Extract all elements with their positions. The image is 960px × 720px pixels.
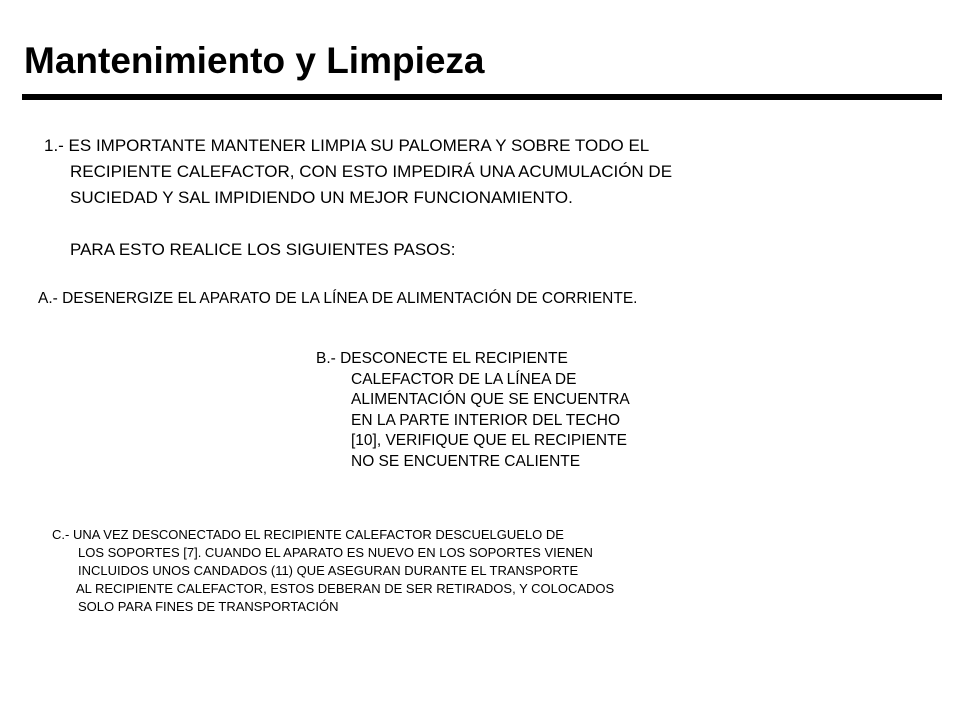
step-b-line-4: EN LA PARTE INTERIOR DEL TECHO <box>351 411 621 429</box>
intro-line-3: SUCIEDAD Y SAL IMPIDIENDO UN MEJOR FUNCIONAMIENTO. <box>70 188 573 207</box>
intro-paragraph <box>44 133 672 263</box>
step-b-line-2: CALEFACTOR DE LA LÍNEA DE <box>351 370 577 388</box>
page-title: Mantenimiento y Limpieza <box>24 40 485 81</box>
step-c-line-2: LOS SOPORTES [7]. CUANDO EL APARATO ES NUEVO EN LOS SOPORTES VIENEN <box>78 545 593 560</box>
step-c-line-4: AL RECIPIENTE CALEFACTOR, ESTOS DEBERAN DE SER RETIRADOS, Y COLOCADOS <box>76 581 615 596</box>
step-b-line-6: NO SE ENCUENTRE CALIENTE <box>351 452 581 470</box>
step-b-line-1: B.- DESCONECTE EL RECIPIENTE <box>316 350 568 367</box>
step-c-line-3: INCLUIDOS UNOS CANDADOS (11) QUE ASEGURAN DURANTE EL TRANSPORTE <box>78 563 579 578</box>
step-b-line-3: ALIMENTACIÓN QUE SE ENCUENTRA <box>351 391 630 408</box>
intro-line-1: 1.- ES IMPORTANTE MANTENER LIMPIA SU PALOMERA Y SOBRE TODO EL <box>44 136 650 155</box>
step-c <box>52 526 614 616</box>
step-b-line-5: [10], VERIFIQUE QUE EL RECIPIENTE <box>351 432 627 449</box>
intro-line-2: RECIPIENTE CALEFACTOR, CON ESTO IMPEDIRÁ UNA ACUMULACIÓN DE <box>70 162 673 181</box>
step-c-line-1: C.- UNA VEZ DESCONECTADO EL RECIPIENTE CALEFACTOR DESCUELGUELO DE <box>52 527 564 542</box>
intro-line-4: PARA ESTO REALICE LOS SIGUIENTES PASOS: <box>70 240 456 259</box>
step-c-line-5: SOLO PARA FINES DE TRANSPORTACIÓN <box>78 599 339 614</box>
title-underline <box>22 94 942 100</box>
step-b <box>316 349 630 472</box>
paragraph-gap <box>44 211 672 237</box>
step-a: A.- DESENERGIZE EL APARATO DE LA LÍNEA DE ALIMENTACIÓN DE CORRIENTE. <box>38 290 638 307</box>
